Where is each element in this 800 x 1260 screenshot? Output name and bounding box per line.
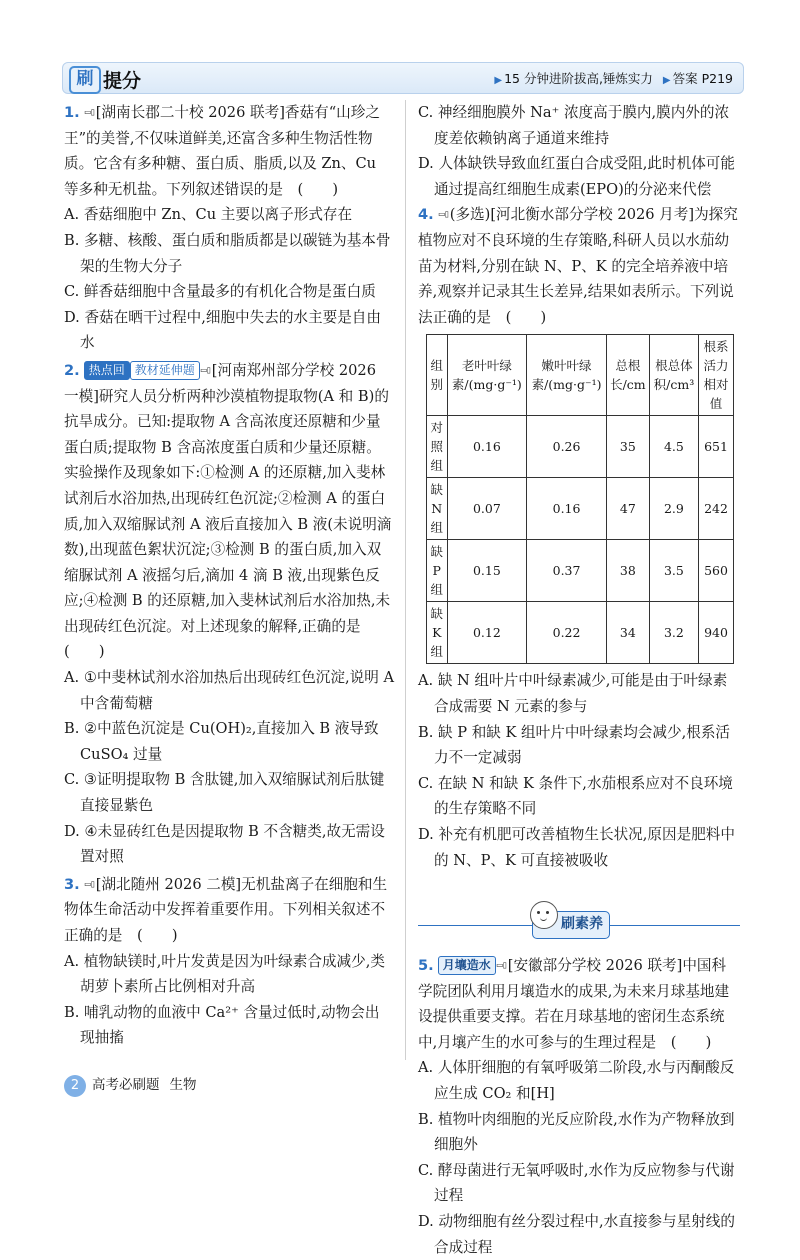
table-cell: 2.9	[649, 478, 698, 540]
option-b[interactable]: B. 多糖、核酸、蛋白质和脂质都是以碳链为基本骨架的生物大分子	[64, 231, 391, 275]
book-icon: ▭▯	[438, 209, 449, 221]
option-a[interactable]: A. 植物缺镁时,叶片发黄是因为叶绿素合成减少,类胡萝卜素所占比例相对升高	[64, 952, 385, 996]
brand-logo: 刷	[69, 66, 101, 94]
option-b[interactable]: B. 哺乳动物的血液中 Ca²⁺ 含量过低时,动物会出现抽搐	[64, 1003, 380, 1047]
table-cell: 38	[606, 540, 649, 602]
header-info	[494, 69, 733, 87]
book-icon: ▭▯	[200, 364, 211, 376]
option-c[interactable]: C. 酵母菌进行无氧呼吸时,水作为反应物参与代谢过程	[418, 1161, 735, 1205]
question-number: 1.	[64, 104, 80, 121]
hot-tag: 热点回	[84, 361, 130, 380]
option-a[interactable]: A. ①中斐林试剂水浴加热后出现砖红色沉淀,说明 A 中含葡萄糖	[64, 669, 394, 712]
question-stem	[64, 100, 394, 202]
option-c[interactable]: C. 在缺 N 和缺 K 条件下,水茄根系应对不良环境的生存策略不同	[418, 774, 733, 818]
question-1	[64, 100, 394, 356]
question-number: 2.	[64, 361, 80, 379]
column-divider	[405, 100, 406, 1060]
table-cell: 0.07	[447, 478, 527, 540]
table-cell: 0.16	[447, 416, 527, 478]
play-icon: ▶	[662, 75, 671, 86]
table-cell: 0.22	[527, 602, 607, 664]
table-cell: 0.37	[527, 540, 607, 602]
option-c[interactable]: C. 神经细胞膜外 Na⁺ 浓度高于膜内,膜内外的浓度差依赖钠离子通道来维持	[418, 104, 730, 147]
table-cell: 560	[699, 540, 734, 602]
question-source: [安徽部分学校 2026 联考]	[507, 957, 683, 975]
page-footer	[64, 1073, 197, 1097]
option-c[interactable]: C. ③证明提取物 B 含肽键,加入双缩脲试剂后肽键直接显紫色	[64, 771, 385, 815]
table-cell: 对照组	[427, 416, 448, 478]
option-d[interactable]: D. 补充有机肥可改善植物生长状况,原因是肥料中的 N、P、K 可直接被吸收	[418, 825, 735, 869]
question-number: 4.	[418, 206, 434, 224]
option-d[interactable]: D. ④未显砖红色是因提取物 B 不含糖类,故无需设置对照	[64, 822, 385, 866]
page-number: 2	[64, 1075, 86, 1097]
question-source: (多选)[河北衡水部分学校 2026 月考]	[449, 206, 695, 224]
question-text: 研究人员分析两种沙漠植物提取物(A 和 B)的抗旱成分。已知:提取物 A 含高浓度还原糖和少量蛋白质;提取物 B 含高浓度蛋白质和少量还原糖。实验操作及现象如下:①检测 A 的还原糖,加入斐林试剂后水浴加热,出现砖红色沉淀;②检测 A 的蛋白质,加入双缩脲试剂 A 液后直接加入 B 液(未说明滴数),出现蓝色絮状沉淀;③检测 B 的蛋白质,加入双缩脲试剂 A 液摇匀后,滴加 4 滴 B 液,出现紫色反应;④检测 B 的还原糖,加入斐林试剂后水浴加热,未出现砖红色沉淀。对上述现象的解释,正确的是( )	[64, 387, 392, 661]
question-5	[418, 953, 740, 1260]
table-cell: 34	[606, 602, 649, 664]
table-cell: 4.5	[649, 416, 698, 478]
question-source: [湖北随州 2026 二模]	[95, 875, 242, 893]
question-source: [湖南长郡二十校 2026 联考]	[95, 104, 285, 121]
left-column	[64, 100, 394, 1051]
answer-ref[interactable]: 答案 P219	[672, 71, 733, 86]
option-b[interactable]: B. ②中蓝色沉淀是 Cu(OH)₂,直接加入 B 液导致 CuSO₄ 过量	[64, 720, 379, 763]
table-cell: 47	[606, 478, 649, 540]
book-icon: ▭▯	[84, 107, 95, 118]
option-a[interactable]: A. 人体肝细胞的有氧呼吸第二阶段,水与丙酮酸反应生成 CO₂ 和[H]	[418, 1059, 735, 1103]
book-icon: ▭▯	[496, 960, 507, 972]
textbook-tag: 教材延伸题	[130, 361, 200, 380]
question-text: 香菇有“山珍之王”的美誉,不仅味道鲜美,还富含多种生物活性物质。它含有多种糖、蛋白质、脂质,以及 Zn、Cu 等多种无机盐。下列叙述错误的是 ( )	[64, 104, 380, 198]
option-d[interactable]: D. 香菇在晒干过程中,细胞中失去的水主要是自由水	[64, 308, 381, 352]
option-d[interactable]: D. 动物细胞有丝分裂过程中,水直接参与星射线的合成过程	[418, 1213, 735, 1256]
option-b[interactable]: B. 缺 P 和缺 K 组叶片中叶绿素均会减少,根系活力不一定减弱	[418, 723, 731, 767]
question-number: 3.	[64, 875, 80, 893]
table-header-cell: 根系活力相对值	[699, 335, 734, 416]
right-column	[418, 100, 740, 1260]
book-icon: ▭▯	[84, 878, 95, 890]
option-a[interactable]: A. 缺 N 组叶片中叶绿素减少,可能是由于叶绿素合成需要 N 元素的参与	[418, 672, 728, 715]
question-3	[64, 872, 394, 1051]
header-subtitle: 15 分钟进阶拔高,锤炼实力	[504, 71, 653, 86]
table-cell: 0.26	[527, 416, 607, 478]
table-cell: 0.12	[447, 602, 527, 664]
question-stem	[418, 202, 740, 330]
section-banner	[418, 899, 740, 943]
table-cell: 35	[606, 416, 649, 478]
table-cell: 0.15	[447, 540, 527, 602]
question-stem	[64, 358, 394, 665]
section-title: 提分	[103, 70, 142, 92]
option-b[interactable]: B. 植物叶肉细胞的光反应阶段,水作为产物释放到细胞外	[418, 1110, 735, 1154]
table-row	[427, 478, 734, 540]
option-d[interactable]: D. 人体缺铁导致血红蛋白合成受阻,此时机体可能通过提高红细胞生成素(EPO)的分泌来代偿	[418, 155, 735, 198]
table-header-row	[427, 335, 734, 416]
mascot-icon	[530, 901, 558, 929]
table-cell: 缺 P 组	[427, 540, 448, 602]
table-row	[427, 540, 734, 602]
option-a[interactable]: A. 香菇细胞中 Zn、Cu 主要以离子形式存在	[64, 206, 353, 224]
table-row	[427, 602, 734, 664]
table-cell: 3.5	[649, 540, 698, 602]
question-stem	[64, 872, 394, 949]
subject-name: 生物	[169, 1077, 197, 1093]
table-cell: 3.2	[649, 602, 698, 664]
table-row	[427, 416, 734, 478]
book-title: 高考必刷题	[92, 1077, 160, 1093]
table-cell: 缺 K 组	[427, 602, 448, 664]
option-c[interactable]: C. 鲜香菇细胞中含量最多的有机化合物是蛋白质	[64, 283, 376, 301]
section-badge: 刷素养	[532, 911, 610, 939]
topic-tag: 月壤造水	[438, 956, 496, 975]
page-header	[62, 62, 744, 94]
question-source: [河南郑州部分学校 2026 一模]	[64, 361, 377, 405]
question-text: 为探究植物应对不良环境的生存策略,科研人员以水茄幼苗为材料,分别在缺 N、P、K 的完全培养液中培养,观察并记录其生长差异,结果如表所示。下列说法正确的是 ( )	[418, 206, 738, 326]
table-cell: 缺 N 组	[427, 478, 448, 540]
table-header-cell: 总根长/cm	[606, 335, 649, 416]
table-cell: 242	[699, 478, 734, 540]
table-header-cell: 老叶叶绿素/(mg·g⁻¹)	[447, 335, 527, 416]
play-icon: ▶	[494, 75, 503, 86]
question-2	[64, 358, 394, 870]
results-table	[426, 334, 734, 664]
table-header-cell: 组别	[427, 335, 448, 416]
question-stem	[418, 953, 740, 1055]
table-cell: 940	[699, 602, 734, 664]
question-number: 5.	[418, 957, 434, 975]
table-header-cell: 根总体积/cm³	[649, 335, 698, 416]
table-cell: 651	[699, 416, 734, 478]
question-text: 中国科学院团队利用月壤造水的成果,为未来月球基地建设提供重要支撑。若在月球基地的密闭生态系统中,月壤产生的水可参与的生理过程是 ( )	[418, 957, 730, 1051]
question-4	[418, 202, 740, 873]
table-cell: 0.16	[527, 478, 607, 540]
table-header-cell: 嫩叶叶绿素/(mg·g⁻¹)	[527, 335, 607, 416]
question-text: 无机盐离子在细胞和生物体生命活动中发挥着重要作用。下列相关叙述不正确的是 ( )	[64, 875, 388, 944]
